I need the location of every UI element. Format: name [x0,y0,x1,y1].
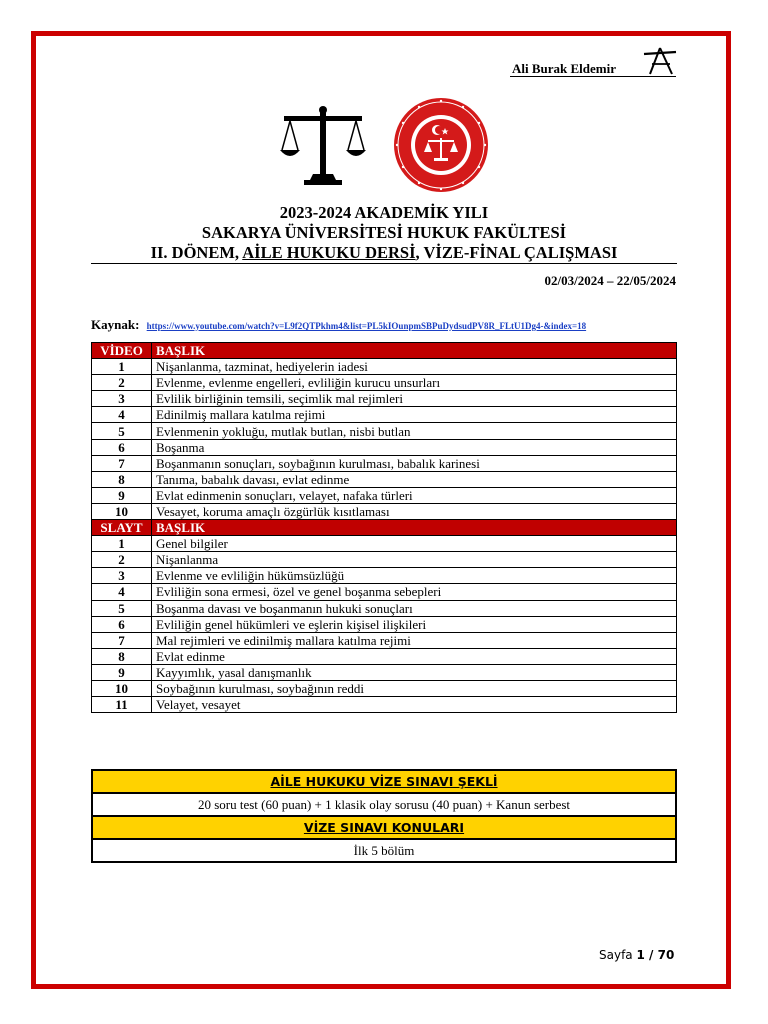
row-number: 6 [92,616,152,632]
row-number: 8 [92,648,152,664]
row-number: 11 [92,697,152,713]
signature-icon [642,46,678,76]
row-title: Boşanma davası ve boşanmanın hukuki sonuçları [152,600,677,616]
row-number: 7 [92,455,152,471]
row-title: Evlilik birliğinin temsili, seçimlik mal rejimleri [152,391,677,407]
exam-topics-header-row [92,816,676,839]
source-line [91,317,586,333]
table-row [92,616,677,632]
row-title: Kayyımlık, yasal danışmanlık [152,664,677,680]
row-title: Nişanlanma [152,552,677,568]
table-row [92,697,677,713]
row-number: 3 [92,568,152,584]
row-number: 5 [92,423,152,439]
table-row [92,552,677,568]
table-row [92,375,677,391]
table-row [92,359,677,375]
row-title: Genel bilgiler [152,536,677,552]
row-number: 9 [92,487,152,503]
page-total: 70 [657,948,675,962]
row-title: Vesayet, koruma amaçlı özgürlük kısıtlaması [152,503,677,519]
row-number: 6 [92,439,152,455]
page-current: 1 [636,948,645,962]
row-title: Evliliğin genel hükümleri ve eşlerin kişisel ilişkileri [152,616,677,632]
table-row [92,455,677,471]
slide-header-row [92,520,677,536]
exam-info-table [91,769,677,863]
row-number: 3 [92,391,152,407]
exam-topics-row [92,839,676,862]
table-row [92,648,677,664]
title-line-3-prefix: II. DÖNEM, [150,243,243,262]
exam-topics-title: VİZE SINAVI KONULARI [92,816,676,839]
table-row [92,503,677,519]
row-title: Mal rejimleri ve edinilmiş mallara katılma rejimi [152,632,677,648]
row-title: Nişanlanma, tazminat, hediyelerin iadesi [152,359,677,375]
row-title: Evlat edinme [152,648,677,664]
row-number: 2 [92,552,152,568]
row-title: Boşanmanın sonuçları, soybağının kurulması, babalık karinesi [152,455,677,471]
page-separator: / [644,948,658,962]
title-line-3-suffix: , VİZE-FİNAL ÇALIŞMASI [415,243,618,262]
title-divider [91,263,677,264]
row-title: Soybağının kurulması, soybağının reddi [152,680,677,696]
row-number: 9 [92,664,152,680]
row-number: 7 [92,632,152,648]
table-row [92,568,677,584]
row-number: 8 [92,471,152,487]
row-title: Evliliğin sona ermesi, özel ve genel boşanma sebepleri [152,584,677,600]
course-name: AİLE HUKUKU DERSİ [242,243,416,262]
table-row [92,600,677,616]
video-header-row [92,343,677,359]
row-title: Evlenmenin yokluğu, mutlak butlan, nisbi butlan [152,423,677,439]
ministry-seal-icon [392,96,490,194]
exam-format-header-row [92,770,676,793]
content-table [91,342,677,713]
date-range: 02/03/2024 – 22/05/2024 [544,273,676,288]
table-row [92,487,677,503]
column-header-number: VİDEO [92,343,152,359]
exam-format-title: AİLE HUKUKU VİZE SINAVI ŞEKLİ [92,770,676,793]
exam-topics-text: İlk 5 bölüm [92,839,676,862]
row-number: 2 [92,375,152,391]
page-label: Sayfa [599,948,633,962]
column-header-title: BAŞLIK [152,343,677,359]
table-row [92,536,677,552]
row-title: Edinilmiş mallara katılma rejimi [152,407,677,423]
exam-format-row [92,793,676,816]
row-number: 1 [92,536,152,552]
row-number: 4 [92,407,152,423]
title-line-1: 2023-2024 AKADEMİK YILI [279,203,489,222]
source-label: Kaynak: [91,317,140,332]
table-row [92,407,677,423]
table-row [92,423,677,439]
table-row [92,584,677,600]
title-line-3 [91,243,677,263]
column-header-number: SLAYT [92,520,152,536]
table-row [92,664,677,680]
table-row [92,439,677,455]
title-line-2: SAKARYA ÜNİVERSİTESİ HUKUK FAKÜLTESİ [201,223,567,242]
row-number: 5 [92,600,152,616]
scales-of-justice-icon [280,104,366,186]
row-title: Evlat edinmenin sonuçları, velayet, nafaka türleri [152,487,677,503]
row-title: Velayet, vesayet [152,697,677,713]
table-row [92,632,677,648]
exam-format-text: 20 soru test (60 puan) + 1 klasik olay sorusu (40 puan) + Kanun serbest [92,793,676,816]
row-title: Evlenme, evlenme engelleri, evliliğin kurucu unsurları [152,375,677,391]
table-row [92,391,677,407]
row-title: Tanıma, babalık davası, evlat edinme [152,471,677,487]
table-row [92,471,677,487]
table-row [92,680,677,696]
row-number: 1 [92,359,152,375]
row-number: 10 [92,680,152,696]
row-number: 10 [92,503,152,519]
column-header-title: BAŞLIK [152,520,677,536]
source-link[interactable]: https://www.youtube.com/watch?v=L9f2QTPkhm4&list=PL5kIOunpmSBPuDydsudPV8R_FLtU1Dg4-&index=18 [146,321,587,331]
author-name: Ali Burak Eldemir [512,61,617,76]
row-number: 4 [92,584,152,600]
row-title: Boşanma [152,439,677,455]
page-number [599,948,674,962]
row-title: Evlenme ve evliliğin hükümsüzlüğü [152,568,677,584]
